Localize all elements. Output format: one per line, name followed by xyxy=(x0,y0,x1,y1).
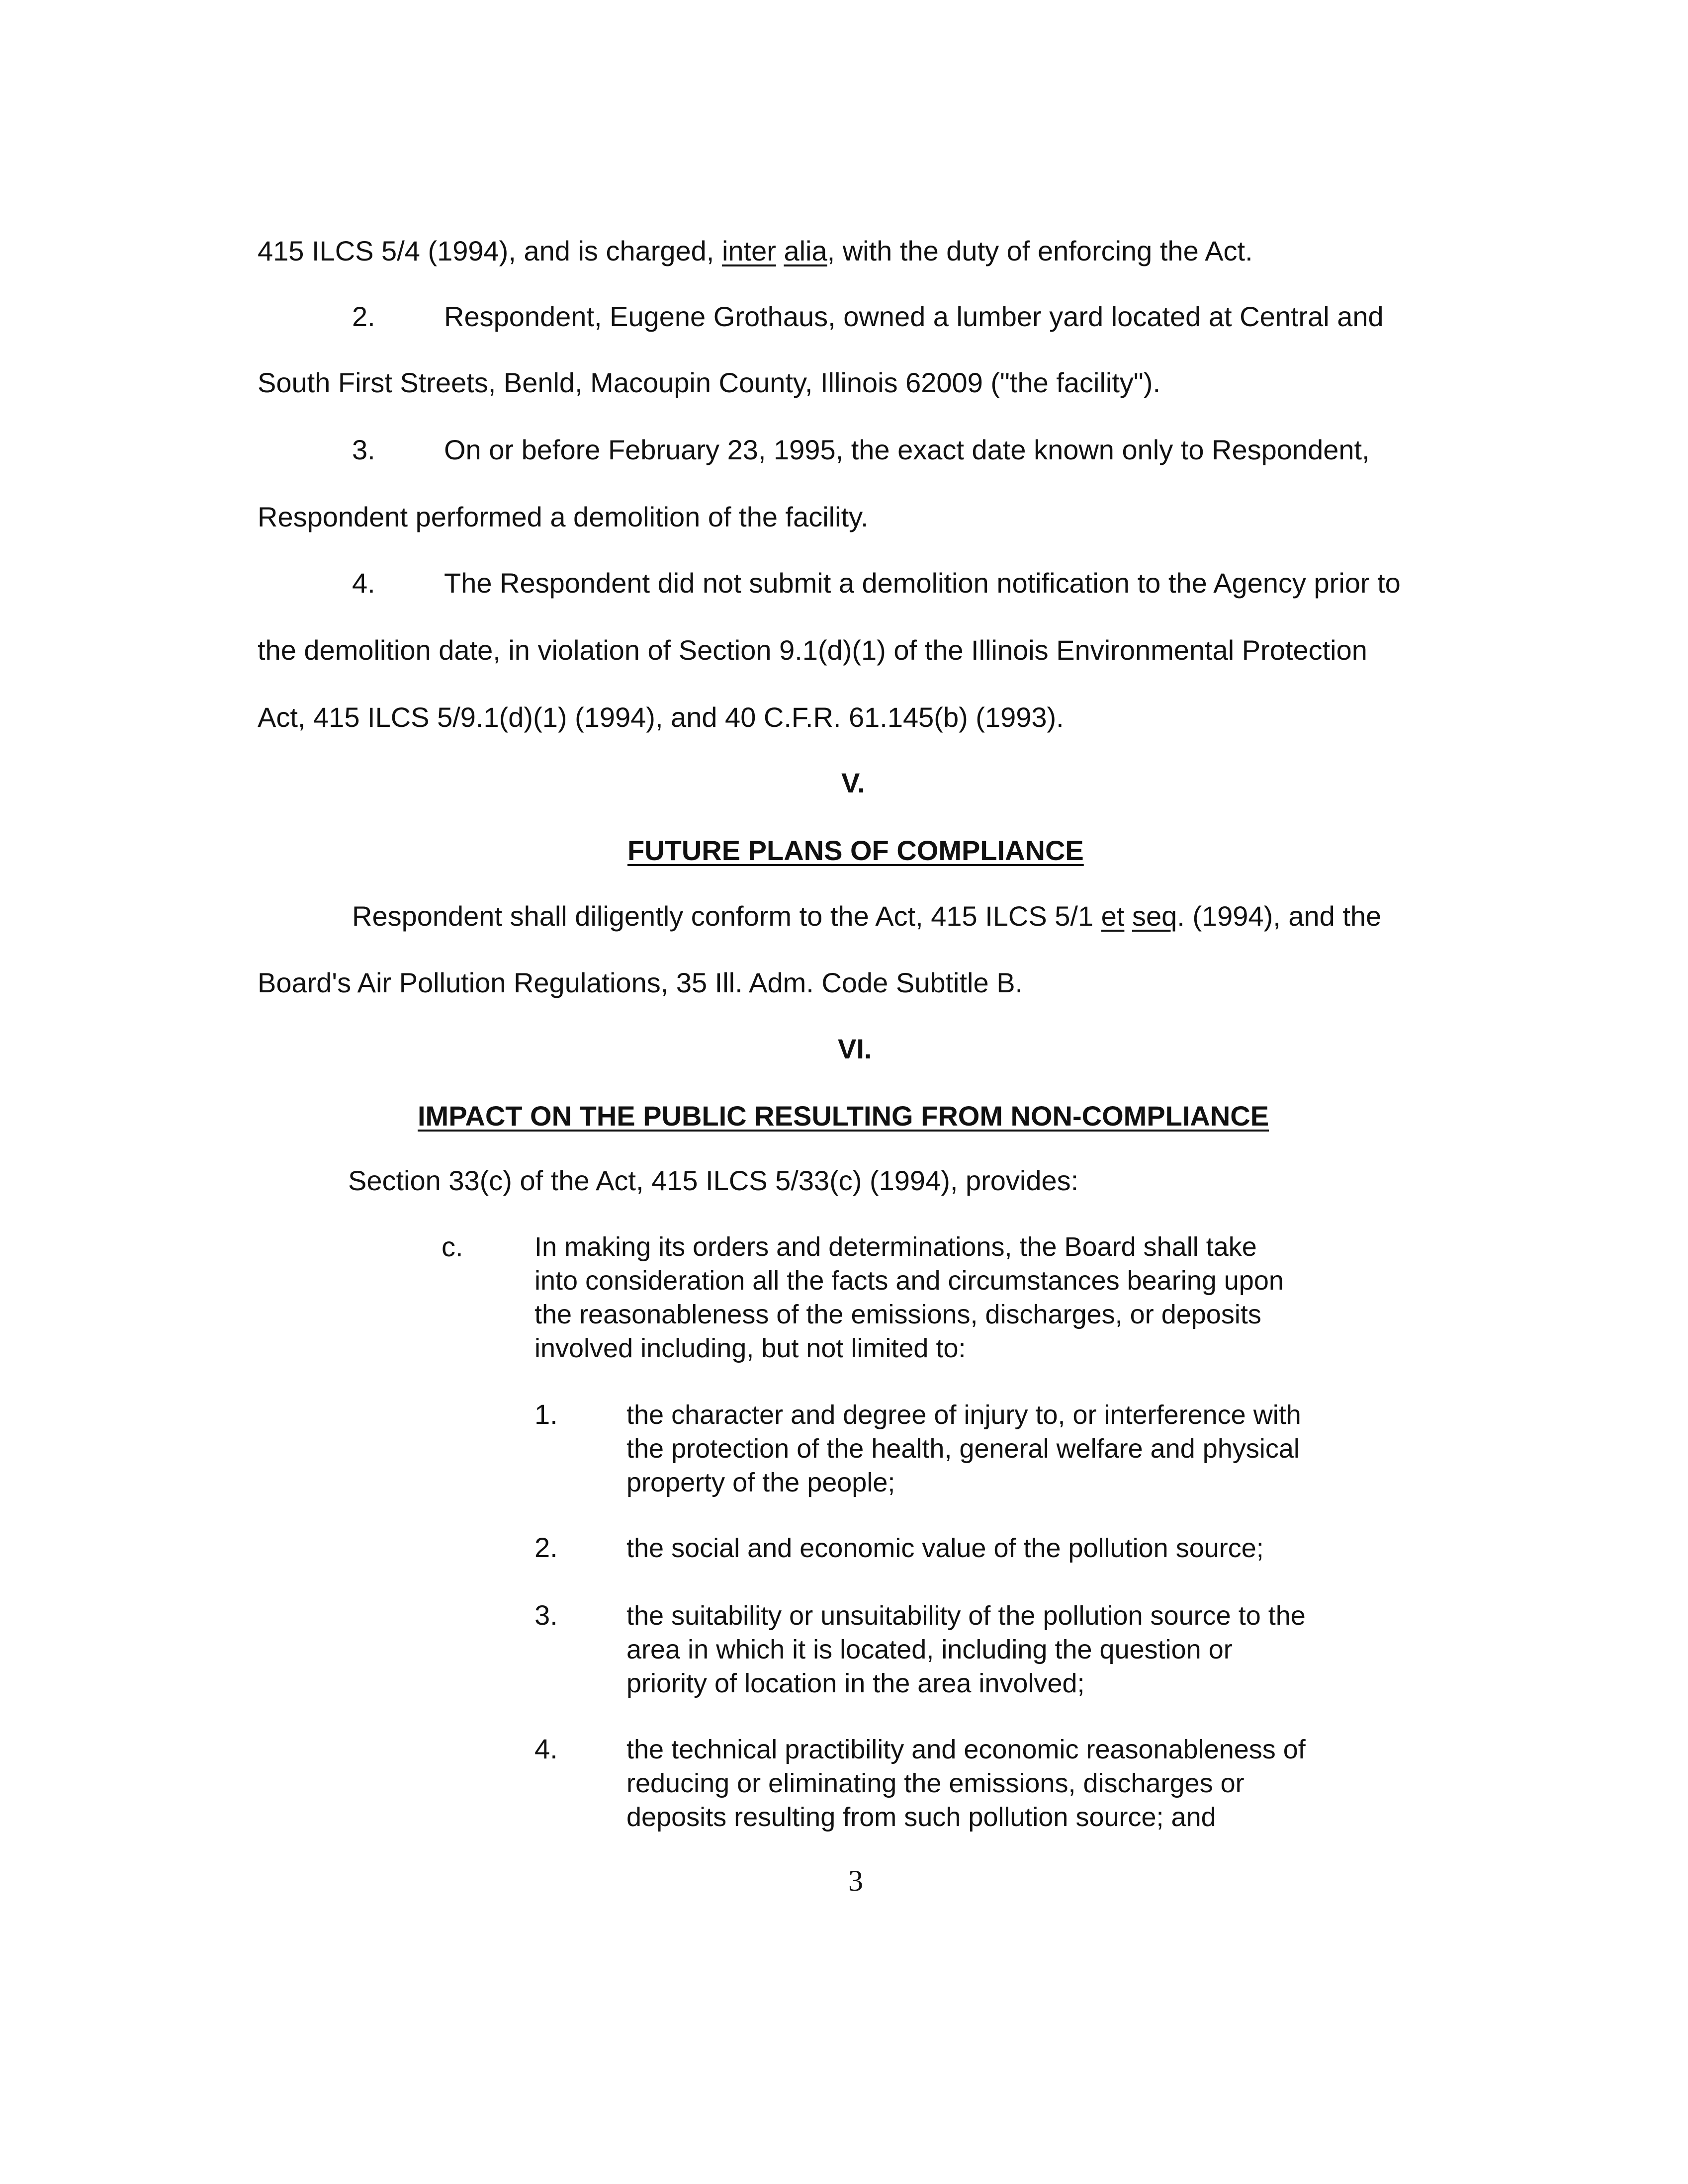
quote-line: into consideration all the facts and circumstances bearing upon xyxy=(534,1266,1284,1296)
paragraph-4-line-1: The Respondent did not submit a demolition notification to the Agency prior to xyxy=(444,567,1401,599)
factor-3-text xyxy=(626,1599,1306,1700)
factor-4-line: the technical practibility and economic reasonableness of xyxy=(626,1735,1306,1764)
paragraph-2-line-1: Respondent, Eugene Grothaus, owned a lumber yard located at Central and xyxy=(444,301,1384,332)
paragraph-4-number: 4. xyxy=(352,567,375,599)
factor-4-line: deposits resulting from such pollution source; and xyxy=(626,1802,1216,1832)
paragraph-3-number: 3. xyxy=(352,434,375,465)
paragraph-3-line-2: Respondent performed a demolition of the facility. xyxy=(258,501,869,532)
paragraph-1-text-after: , with the duty of enforcing the Act. xyxy=(827,235,1253,266)
factor-3-number: 3. xyxy=(534,1599,558,1631)
quote-label: c. xyxy=(442,1231,463,1262)
paragraph-2-number: 2. xyxy=(352,301,375,332)
quote-line: the reasonableness of the emissions, discharges, or deposits xyxy=(534,1300,1261,1329)
quote-line: involved including, but not limited to: xyxy=(534,1333,966,1363)
latin-alia: alia xyxy=(784,235,827,266)
section-5-paragraph-line-1 xyxy=(352,899,1381,934)
quote-line: In making its orders and determinations, the Board shall take xyxy=(534,1232,1257,1262)
factor-1-text xyxy=(626,1398,1301,1499)
section-5-text-before: Respondent shall diligently conform to the Act, 415 ILCS 5/1 xyxy=(352,900,1101,932)
latin-et: et xyxy=(1101,900,1125,932)
latin-inter: inter xyxy=(721,235,776,266)
paragraph-1-text-before: 415 ILCS 5/4 (1994), and is charged, xyxy=(258,235,722,266)
factor-1-line: the character and degree of injury to, or interference with xyxy=(626,1400,1301,1430)
factor-4-number: 4. xyxy=(534,1733,558,1764)
paragraph-4-line-2: the demolition date, in violation of Section 9.1(d)(1) of the Illinois Environmental Protection xyxy=(258,634,1367,666)
paragraph-2-line-2: South First Streets, Benld, Macoupin County, Illinois 62009 ("the facility"). xyxy=(258,367,1161,398)
section-6-intro: Section 33(c) of the Act, 415 ILCS 5/33(c) (1994), provides: xyxy=(348,1165,1079,1196)
section-5-paragraph-line-2: Board's Air Pollution Regulations, 35 Ill. Adm. Code Subtitle B. xyxy=(258,967,1023,998)
latin-seq: seq xyxy=(1132,900,1177,932)
paragraph-4-line-3: Act, 415 ILCS 5/9.1(d)(1) (1994), and 40 C.F.R. 61.145(b) (1993). xyxy=(258,701,1064,733)
section-6-numeral: VI. xyxy=(838,1033,872,1064)
page-number: 3 xyxy=(848,1864,863,1897)
factor-4-text xyxy=(626,1733,1306,1834)
factor-1-line: the protection of the health, general welfare and physical xyxy=(626,1434,1300,1464)
factor-2-number: 2. xyxy=(534,1532,558,1563)
factor-3-line: the suitability or unsuitability of the pollution source to the xyxy=(626,1601,1306,1631)
section-6-heading: IMPACT ON THE PUBLIC RESULTING FROM NON-COMPLIANCE xyxy=(418,1100,1269,1132)
factor-3-line: area in which it is located, including the question or xyxy=(626,1635,1233,1664)
factor-1-line: property of the people; xyxy=(626,1468,895,1497)
factor-2-text xyxy=(626,1531,1264,1565)
section-5-text-after: . (1994), and the xyxy=(1177,900,1382,932)
section-5-numeral: V. xyxy=(841,767,865,798)
section-5-heading: FUTURE PLANS OF COMPLIANCE xyxy=(627,835,1084,866)
paragraph-1-continuation xyxy=(258,234,1253,268)
paragraph-3-line-1: On or before February 23, 1995, the exact date known only to Respondent, xyxy=(444,434,1370,465)
factor-1-number: 1. xyxy=(534,1398,558,1430)
quote-paragraph xyxy=(534,1230,1284,1365)
factor-3-line: priority of location in the area involved; xyxy=(626,1668,1085,1698)
factor-4-line: reducing or eliminating the emissions, discharges or xyxy=(626,1768,1244,1798)
factor-2-line: the social and economic value of the pollution source; xyxy=(626,1533,1264,1563)
